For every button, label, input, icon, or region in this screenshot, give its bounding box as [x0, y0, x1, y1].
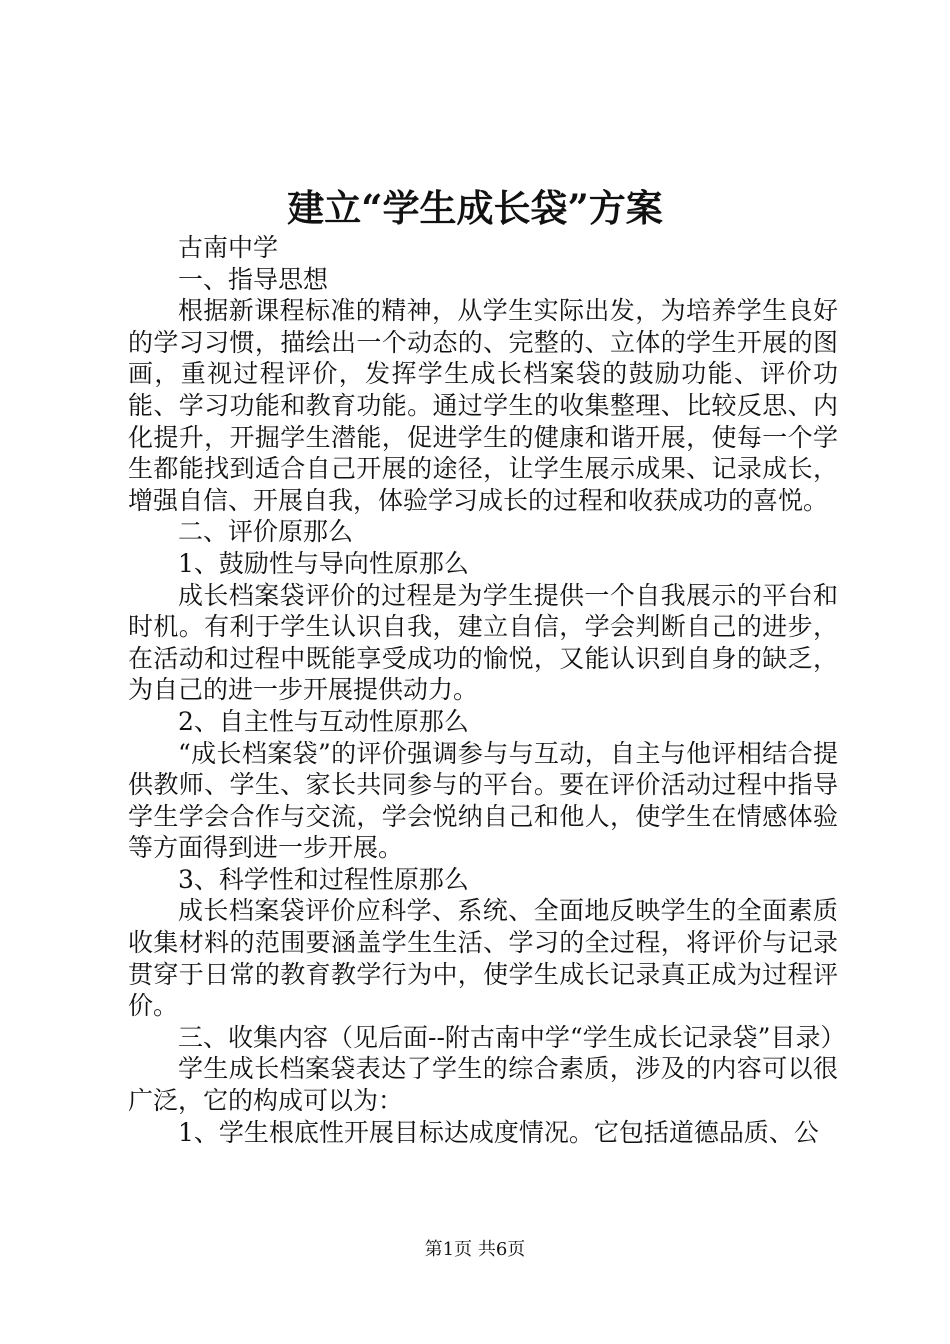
paragraph-principle-1: 成长档案袋评价的过程是为学生提供一个自我展示的平台和时机。有利于学生认识自我，建立自信，学会判断自己的进步，在活动和过程中既能享受成功的愉悦，又能认识到自身的缺乏，为自己的进一步开展提供动力。	[128, 580, 838, 705]
paragraph-school: 古南中学	[178, 233, 279, 262]
heading-guiding-thought: 一、指导思想	[178, 264, 329, 294]
paragraph-item-1: 1、学生根底性开展目标达成度情况。它包括道德品质、公	[178, 1117, 819, 1147]
paragraph-principle-3: 成长档案袋评价应科学、系统、全面地反映学生的全面素质收集材料的范围要涵盖学生生活、学习的全过程，将评价与记录贯穿于日常的教育教学行为中，使学生成长记录真正成为过程评价。	[128, 896, 838, 1021]
heading-evaluation-principles: 二、评价原那么	[178, 517, 354, 547]
heading-principle-3: 3、科学性和过程性原那么	[178, 864, 469, 894]
paragraph-collection-content: 学生成长档案袋表达了学生的综合素质，涉及的内容可以很广泛，它的构成可以为：	[128, 1054, 838, 1116]
paragraph-guiding-thought: 根据新课程标准的精神，从学生实际出发，为培养学生良好的学习习惯，描绘出一个动态的、完整的、立体的学生开展的图画，重视过程评价，发挥学生成长档案袋的鼓励功能、评价功能、学习功能和教育功能。通过学生的收集整理、比较反思、内化提升，开掘学生潜能，促进学生的健康和谐开展，使每一个学生都能找到适合自己开展的途径，让学生展示成果、记录成长，增强自信、开展自我，体验学习成长的过程和收获成功的喜悦。	[128, 296, 838, 515]
heading-principle-2: 2、自主性与互动性原那么	[178, 706, 469, 736]
heading-collection-content: 三、收集内容（见后面--附古南中学“学生成长记录袋”目录）	[178, 1022, 846, 1052]
document-title: 建立“学生成长袋”方案	[287, 186, 663, 230]
heading-principle-1: 1、鼓励性与导向性原那么	[178, 548, 469, 578]
page-number-footer: 第1页 共6页	[424, 1239, 526, 1260]
paragraph-principle-2: “成长档案袋”的评价强调参与与互动，自主与他评相结合提供教师、学生、家长共同参与的平台。要在评价活动过程中指导学生学会合作与交流，学会悦纳自己和他人，使学生在情感体验等方面得到进一步开展。	[128, 738, 838, 863]
document-body	[128, 232, 846, 1148]
